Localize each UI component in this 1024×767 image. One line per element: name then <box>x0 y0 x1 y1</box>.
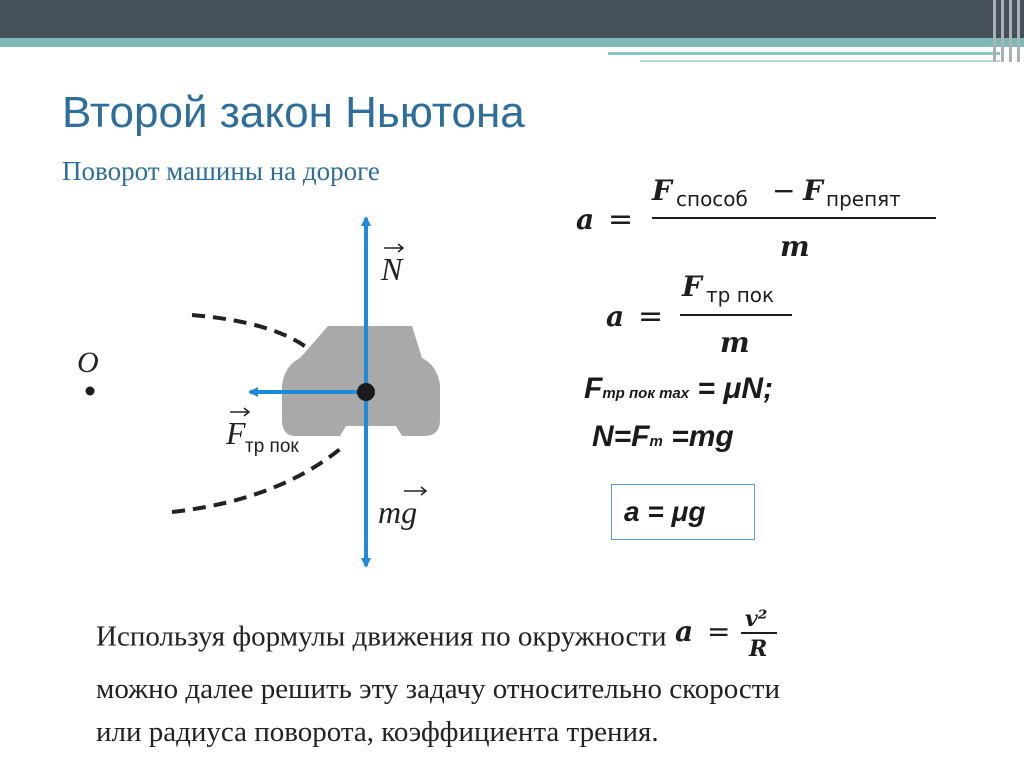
explanation-line-1-text: Используя формулы движения по окружности <box>96 620 667 653</box>
explanation-line-3: или радиуса поворота, коэффициента трения. <box>96 716 659 748</box>
result-formula: a = μg <box>624 496 706 527</box>
eq1-num-sub2: препят <box>826 187 901 211</box>
header-teal-bar <box>0 38 1024 47</box>
explanation-line-1 <box>96 606 976 668</box>
header-accent-line <box>608 52 1000 55</box>
explanation-text <box>96 606 976 754</box>
gravity-force-label: mg <box>378 494 418 530</box>
max-friction-rest: = μN; <box>689 372 774 405</box>
eq2-lhs: a <box>606 300 625 333</box>
result-formula-box <box>611 484 755 540</box>
normal-force-pre: N=F <box>592 420 650 453</box>
eq1-num-f1: F <box>652 174 672 207</box>
normal-force-label: N <box>381 251 403 287</box>
inline-equals: = <box>706 615 731 648</box>
eq2-num-sub: тр пок <box>706 283 775 307</box>
inline-num: v² <box>744 606 767 632</box>
max-friction-subscript: тр пок max <box>602 385 690 402</box>
center-label: O <box>77 346 99 379</box>
road-arc-outer <box>192 315 310 350</box>
eq1-num-f2: F <box>803 174 823 207</box>
inline-den: R <box>748 636 767 662</box>
friction-force-subscript: тр пок <box>245 436 299 457</box>
header-stripes <box>985 0 1024 62</box>
slide-subtitle: Поворот машины на дороге <box>62 156 380 186</box>
formula-block <box>560 160 980 400</box>
explanation-line-2: можно далее решить эту задачу относительно скорости <box>96 673 780 705</box>
normal-force-formula <box>592 420 734 454</box>
eq2-den: m <box>720 326 750 359</box>
eq2-num-f: F <box>682 270 702 303</box>
normal-force-subscript: т <box>649 433 663 450</box>
friction-force-label: F <box>226 415 246 451</box>
eq1-den: m <box>780 230 810 263</box>
car-shape <box>282 326 440 436</box>
force-diagram <box>60 200 540 580</box>
centripetal-formula <box>673 604 785 662</box>
eq1-lhs: a <box>576 203 595 236</box>
max-friction-main: F <box>584 372 603 405</box>
slide-title: Второй закон Ньютона <box>62 88 525 137</box>
eq1-equals: = <box>608 202 634 237</box>
center-point <box>86 387 95 396</box>
normal-force-rest: =mg <box>662 420 734 453</box>
max-friction-formula <box>584 372 773 406</box>
inline-lhs: a <box>674 615 693 648</box>
center-of-mass-dot <box>357 383 375 401</box>
eq2-equals: = <box>638 299 664 334</box>
eq1-minus: − <box>772 174 796 207</box>
eq1-num-sub1: способ <box>676 187 748 211</box>
header-accent-line-thin <box>640 60 1000 62</box>
header-dark-bar <box>0 0 1024 38</box>
